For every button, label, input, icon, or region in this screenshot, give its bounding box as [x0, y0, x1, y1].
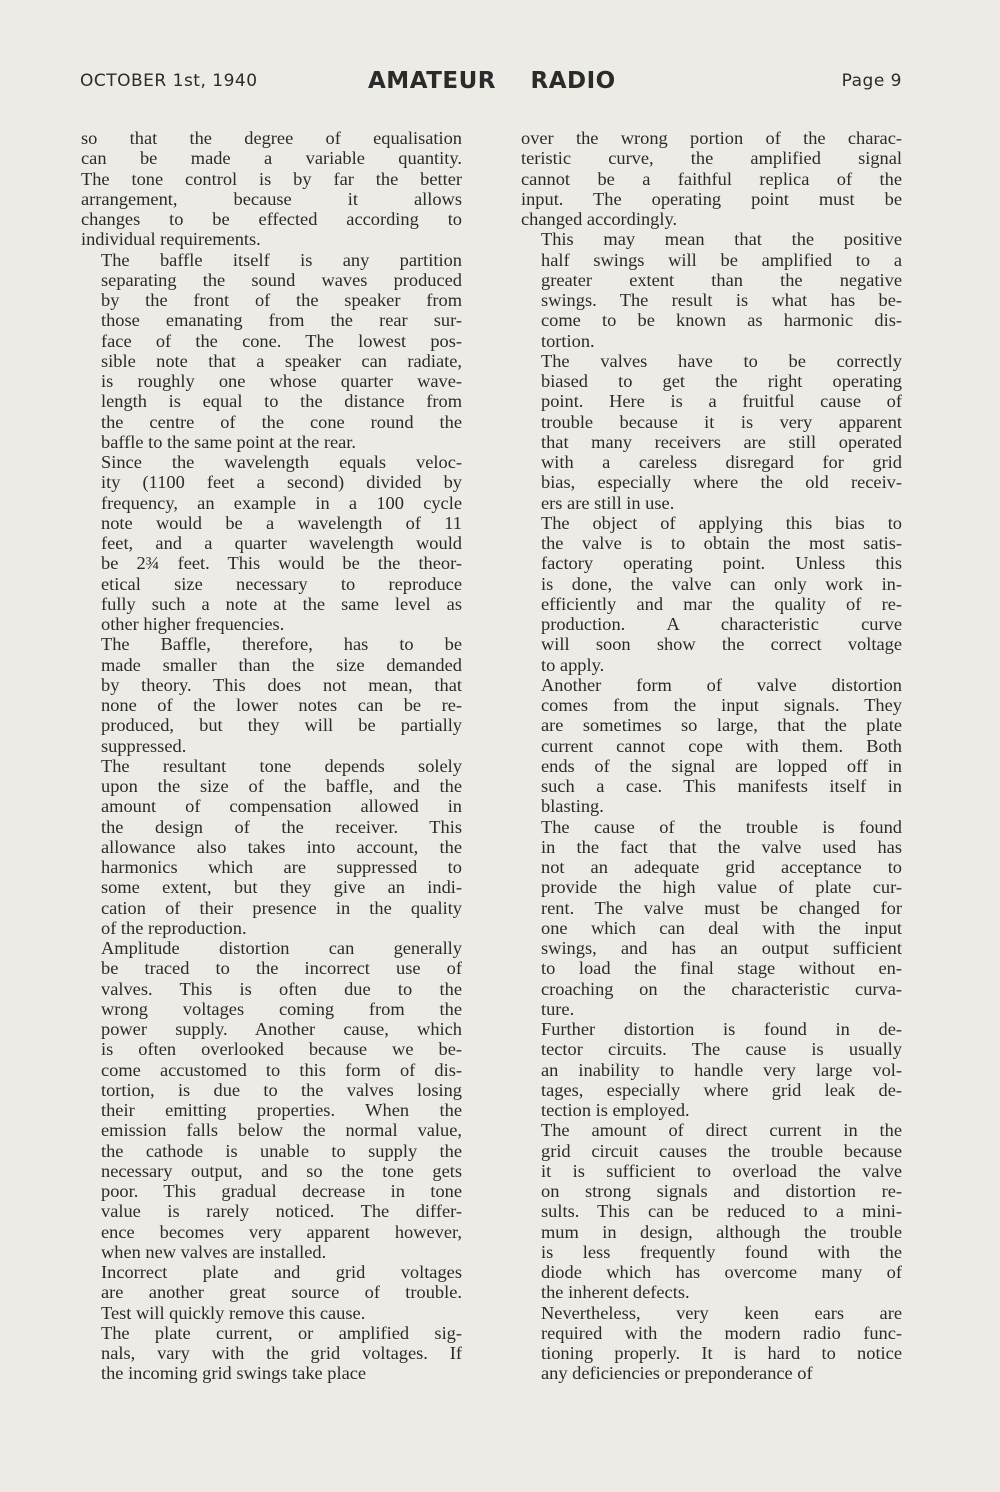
text-line: that many receivers are still operated — [541, 431, 902, 452]
text-line: to load the final stage without en- — [541, 958, 902, 979]
text-line: sible note that a speaker can radiate, — [101, 350, 462, 371]
text-line: half swings will be amplified to a — [541, 249, 902, 270]
text-line: mum in design, although the trouble — [541, 1221, 902, 1242]
paragraph — [81, 756, 462, 938]
text-line: tector circuits. The cause is usually — [541, 1039, 902, 1060]
text-line: cannot be a faithful replica of the — [521, 168, 902, 189]
text-line: note would be a wavelength of 11 — [101, 512, 462, 533]
text-line: feet, and a quarter wavelength would — [101, 533, 462, 553]
text-line: is often overlooked because we be- — [101, 1039, 462, 1060]
text-line: the valve is to obtain the most satis- — [541, 533, 902, 553]
text-line: by the front of the speaker from — [101, 290, 462, 310]
paragraph — [521, 351, 902, 513]
text-line: valves. This is often due to the — [101, 978, 462, 999]
paragraph — [521, 675, 902, 817]
text-line: tortion, is due to the valves losing — [101, 1079, 462, 1100]
text-line: is roughly one whose quarter wave- — [101, 371, 462, 391]
paragraph — [81, 250, 462, 453]
page-header — [80, 68, 902, 98]
page-number: Page 9 — [841, 71, 902, 91]
text-line: allowance also takes into account, the — [101, 836, 462, 857]
text-line: some extent, but they give an indi- — [101, 877, 462, 898]
text-line: will soon show the correct voltage — [541, 634, 902, 655]
text-line: made smaller than the size demanded — [101, 654, 462, 675]
paragraph — [521, 1019, 902, 1120]
text-line: Test will quickly remove this cause. — [101, 1302, 366, 1323]
text-line: separating the sound waves produced — [101, 269, 462, 290]
paragraph — [521, 513, 902, 675]
text-line: the centre of the cone round the — [101, 411, 462, 432]
paragraph — [81, 128, 462, 250]
text-line: croaching on the characteristic curva- — [541, 978, 902, 999]
paragraph — [81, 938, 462, 1262]
text-line: ity (1100 feet a second) divided by — [101, 472, 462, 493]
text-line: efficiently and mar the quality of re- — [541, 593, 902, 614]
text-line: on strong signals and distortion re- — [541, 1181, 902, 1201]
text-line: the design of the receiver. This — [101, 816, 462, 837]
text-line: be traced to the incorrect use of — [101, 958, 462, 979]
text-line: of the reproduction. — [101, 917, 247, 938]
text-line: biased to get the right operating — [541, 371, 902, 391]
paragraph — [521, 229, 902, 351]
text-line: value is rarely noticed. The differ- — [101, 1201, 462, 1222]
text-line: over the wrong portion of the charac- — [521, 128, 902, 148]
text-line: the cathode is unable to supply the — [101, 1140, 462, 1161]
text-line: amount of compensation allowed in — [101, 796, 462, 817]
text-line: by theory. This does not mean, that — [101, 674, 462, 695]
text-line: point. Here is a fruitful cause of — [541, 391, 902, 412]
text-line: come to be known as harmonic dis- — [541, 310, 902, 331]
paragraph — [521, 1303, 902, 1384]
text-line: are another great source of trouble. — [101, 1282, 462, 1303]
text-line: bias, especially where the old receiv- — [541, 472, 902, 493]
text-line: face of the cone. The lowest pos- — [101, 330, 462, 351]
text-line: in the fact that the valve used has — [541, 836, 902, 857]
text-line: rent. The valve must be changed for — [541, 897, 902, 918]
text-line: required with the modern radio func- — [541, 1322, 902, 1343]
text-line: the inherent defects. — [541, 1282, 690, 1303]
text-line: trouble because it is very apparent — [541, 411, 902, 432]
text-line: The valves have to be correctly — [541, 350, 902, 371]
text-line: the incoming grid swings take place — [101, 1363, 367, 1384]
paragraph — [521, 817, 902, 1020]
text-line: The tone control is by far the better — [81, 168, 462, 189]
text-line: arrangement, because it allows — [81, 188, 462, 209]
text-line: changes to be effected according to — [81, 209, 462, 229]
text-line: an inability to handle very large vol- — [541, 1059, 902, 1080]
text-line: harmonics which are suppressed to — [101, 857, 462, 877]
text-line: This may mean that the positive — [541, 229, 902, 250]
text-line: comes from the input signals. They — [541, 695, 902, 715]
text-line: is less frequently found with the — [541, 1241, 902, 1262]
text-line: it is sufficient to overload the valve — [541, 1160, 902, 1181]
text-line: upon the size of the baffle, and the — [101, 776, 462, 796]
text-line: cation of their presence in the quality — [101, 897, 462, 918]
text-line: changed accordingly. — [521, 209, 678, 229]
text-line: nals, vary with the grid voltages. If — [101, 1343, 462, 1363]
paragraph — [81, 1262, 462, 1323]
text-line: swings, and has an output sufficient — [541, 938, 902, 958]
issue-date: OCTOBER 1st, 1940 — [80, 71, 258, 91]
text-line: sults. This can be reduced to a mini- — [541, 1201, 902, 1222]
text-line: ends of the signal are lopped off in — [541, 755, 902, 776]
text-line: ence becomes very apparent however, — [101, 1221, 462, 1242]
text-line: Nevertheless, very keen ears are — [541, 1302, 902, 1323]
text-line: tortion. — [541, 330, 595, 351]
text-line: necessary output, and so the tone gets — [101, 1160, 462, 1181]
paragraph — [521, 128, 902, 229]
text-line: ers are still in use. — [541, 492, 675, 513]
text-line: Further distortion is found in de- — [541, 1019, 902, 1039]
text-line: frequency, an example in a 100 cycle — [101, 492, 462, 513]
text-line: such a case. This manifests itself in — [541, 776, 902, 796]
text-line: those emanating from the rear sur- — [101, 310, 462, 331]
text-line: length is equal to the distance from — [101, 391, 462, 412]
text-line: grid circuit causes the trouble because — [541, 1140, 902, 1161]
text-line: The Baffle, therefore, has to be — [101, 634, 462, 655]
paragraph — [521, 1120, 902, 1302]
text-line: wrong voltages coming from the — [101, 998, 462, 1019]
text-line: is done, the valve can only work in- — [541, 573, 902, 594]
text-line: other higher frequencies. — [101, 614, 285, 634]
text-line: greater extent than the negative — [541, 269, 902, 290]
text-line: can be made a variable quantity. — [81, 148, 462, 169]
text-line: any deficiencies or preponderance of — [541, 1363, 813, 1384]
text-line: with a careless disregard for grid — [541, 452, 902, 472]
text-line: The resultant tone depends solely — [101, 755, 462, 776]
text-line: fully such a note at the same level as — [101, 593, 462, 614]
text-line: so that the degree of equalisation — [81, 128, 462, 148]
text-line: blasting. — [541, 796, 604, 817]
text-line: come accustomed to this form of dis- — [101, 1059, 462, 1080]
text-line: The amount of direct current in the — [541, 1120, 902, 1141]
text-line: production. A characteristic curve — [541, 614, 902, 634]
text-line: to apply. — [541, 654, 605, 675]
text-line: current cannot cope with them. Both — [541, 735, 902, 756]
text-line: Incorrect plate and grid voltages — [101, 1262, 462, 1282]
text-line: one which can deal with the input — [541, 917, 902, 938]
text-line: The cause of the trouble is found — [541, 816, 902, 837]
text-line: tioning properly. It is hard to notice — [541, 1343, 902, 1363]
text-line: The baffle itself is any partition — [101, 249, 462, 270]
text-line: teristic curve, the amplified signal — [521, 148, 902, 169]
text-line: their emitting properties. When the — [101, 1100, 462, 1120]
text-line: tages, especially where grid leak de- — [541, 1079, 902, 1100]
text-line: etical size necessary to reproduce — [101, 573, 462, 594]
text-line: produced, but they will be partially — [101, 715, 462, 736]
text-line: tection is employed. — [541, 1100, 690, 1120]
magazine-title: AMATEUR RADIO — [368, 68, 616, 94]
text-line: baffle to the same point at the rear. — [101, 431, 356, 452]
text-line: Amplitude distortion can generally — [101, 938, 462, 958]
text-line: when new valves are installed. — [101, 1241, 327, 1262]
text-line: poor. This gradual decrease in tone — [101, 1181, 462, 1201]
text-line: The plate current, or amplified sig- — [101, 1322, 462, 1343]
paragraph — [81, 1323, 462, 1384]
text-line: none of the lower notes can be re- — [101, 695, 462, 715]
right-column — [521, 128, 902, 1384]
text-line: power supply. Another cause, which — [101, 1019, 462, 1039]
paragraph — [81, 452, 462, 634]
text-line: factory operating point. Unless this — [541, 553, 902, 574]
text-line: swings. The result is what has be- — [541, 290, 902, 310]
text-line: provide the high value of plate cur- — [541, 877, 902, 898]
text-line: are sometimes so large, that the plate — [541, 715, 902, 736]
text-line: be 2¾ feet. This would be the theor- — [101, 553, 462, 574]
text-line: diode which has overcome many of — [541, 1262, 902, 1282]
text-line: individual requirements. — [81, 229, 261, 250]
paragraph — [81, 634, 462, 756]
text-line: emission falls below the normal value, — [101, 1120, 462, 1141]
text-line: not an adequate grid acceptance to — [541, 857, 902, 877]
text-line: suppressed. — [101, 735, 187, 756]
text-line: Since the wavelength equals veloc- — [101, 452, 462, 472]
left-column — [81, 128, 462, 1384]
text-line: input. The operating point must be — [521, 188, 902, 209]
text-line: Another form of valve distortion — [541, 674, 902, 695]
text-line: The object of applying this bias to — [541, 512, 902, 533]
text-line: ture. — [541, 998, 575, 1019]
